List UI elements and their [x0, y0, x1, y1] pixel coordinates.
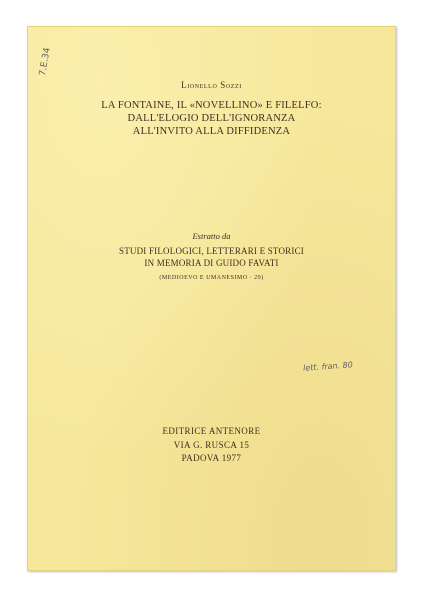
extract-label: Estratto da: [192, 231, 231, 241]
collection-title: [28, 245, 395, 269]
title-line: LA FONTAINE, IL «NOVELLINO» E FILELFO:: [101, 100, 322, 111]
series-label: (MEDIOEVO E UMANESIMO · 29): [159, 275, 264, 281]
title-line: DALL'ELOGIO DELL'IGNORANZA: [127, 113, 296, 124]
publisher-city-year: PADOVA 1977: [181, 453, 242, 463]
pamphlet-cover: [27, 26, 396, 571]
handwritten-shelf-mark: 7.E.34: [38, 46, 53, 77]
collection-line: STUDI FILOLOGICI, LETTERARI E STORICI: [119, 246, 304, 256]
publisher-name: EDITRICE ANTENORE: [162, 426, 261, 436]
handwritten-note: lett. fran. 80: [302, 360, 354, 373]
title-block: [28, 99, 395, 138]
author-name: Lionello Sozzi: [181, 80, 242, 90]
publisher-address: VIA G. RUSCA 15: [173, 439, 250, 450]
title-line: ALL'INVITO ALLA DIFFIDENZA: [132, 126, 291, 137]
collection-line: IN MEMORIA DI GUIDO FAVATI: [144, 258, 279, 268]
publisher-block: [28, 425, 395, 466]
